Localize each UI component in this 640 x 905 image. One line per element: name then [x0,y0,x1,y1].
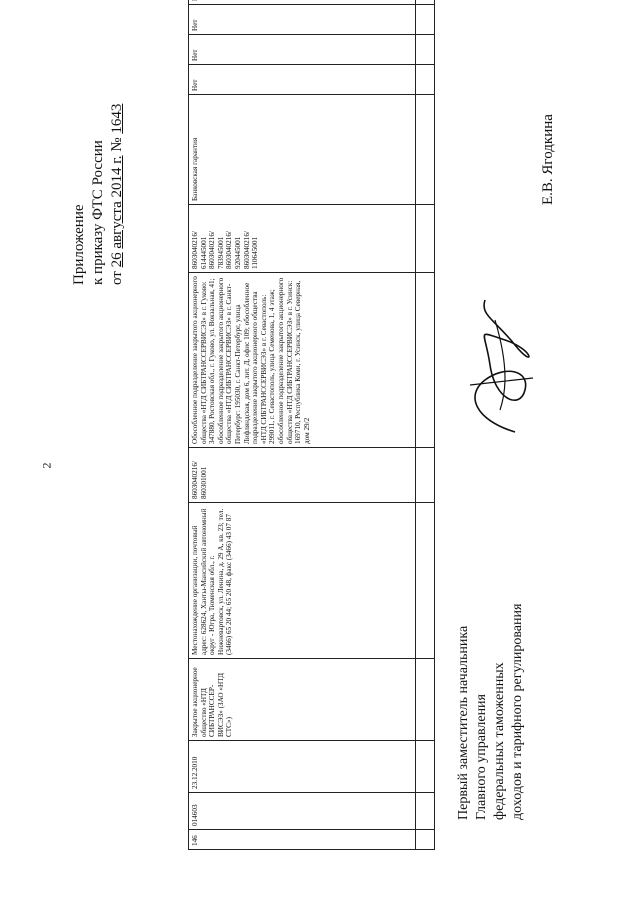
table-row-empty [416,0,435,850]
position-line-4: доходов и тарифного регулирования [510,603,525,820]
date-prefix: от [109,271,125,285]
cell-flag-3: Нет [189,5,416,35]
cell-flag-2: Нет [189,35,416,65]
cell-num: 146 [189,830,416,850]
cell-reg-no: 014603 [189,793,416,830]
table-row [189,0,416,850]
registry-table [188,0,435,850]
date-day: 26 [109,252,125,268]
appendix-title: Приложение [71,204,87,285]
cell-sub-codes: 8603040216/ 614445001 8603040216/ 783945001 8603040216/ 920445001 8603040216/ 110645001 [189,205,416,273]
cell-guarantee: Банковская гарантия [189,95,416,205]
cell-flag-4 [189,0,416,5]
appendix-order-ref: к приказу ФТС России [90,140,106,285]
cell-subdivisions: Обособленное подразделение закрытого акционерного общества «НТД СИБТРАНССЕРВИСЭЗ» в г. Гуково: 347880, Ростовская обл., г. Гуково, ул. Вокзальная, 41; обособленное подразделение закрытого акционерного общества «НТД СИБТРАНССЕРВИСЭЗ» в г. Санкт-Петербург: 195030, г. Санкт-Петербург, улица Лифляндская, дом 6, лит. Д, офис 109; обособленное подразделение закрытого акционерного общества «НТД СИБТРАНССЕРВИСЭЗ» в г. Севастополь: 299011, г. Севастополь, улица Семенова, 1, 4 этаж; обособленное подразделение закрытого акционерного общества «НТД СИБТРАНССЕРВИСЭЗ» в г. Усинск: 169710, Республика Коми, г. Усинск, улица Северная, дом 29/2 [189,273,416,448]
number-prefix: № [109,137,125,152]
signer-name: Е.В. Ягодкина [540,114,556,205]
signatory-position [455,604,527,820]
appendix-header [70,25,127,285]
page-number: 2 [39,462,54,469]
cell-name: Закрытое акционерное общество «НТД СИБТРАНССЕР-ВИСЭЗ» (ЗАО «НТД СТС») [189,659,416,741]
cell-address: Местонахождение организации, почтовый адрес: 628624, Ханты-Мансийский автономный округ - Югра, Тюменская обл., г. Нижневартовск, ул. Ленина, д. 29 А, кв. 23; тел. (3466) 65 20 44; 65 20 48, факс (3466) 43 07 87 [189,503,416,659]
order-number: 1643 [109,103,125,134]
cell-flag-1: Нет [189,65,416,95]
appendix-date-line [108,25,127,285]
position-line-2: Главного управления [474,694,489,820]
position-line-3: федеральных таможенных [492,662,507,820]
cell-inn-kpp: 8603040216/ 860301001 [189,448,416,503]
date-month-year: августа 2014 г. [109,155,125,249]
handwritten-signature [455,295,540,440]
cell-date: 23.12.2010 [189,741,416,793]
position-line-1: Первый заместитель начальника [456,625,471,820]
